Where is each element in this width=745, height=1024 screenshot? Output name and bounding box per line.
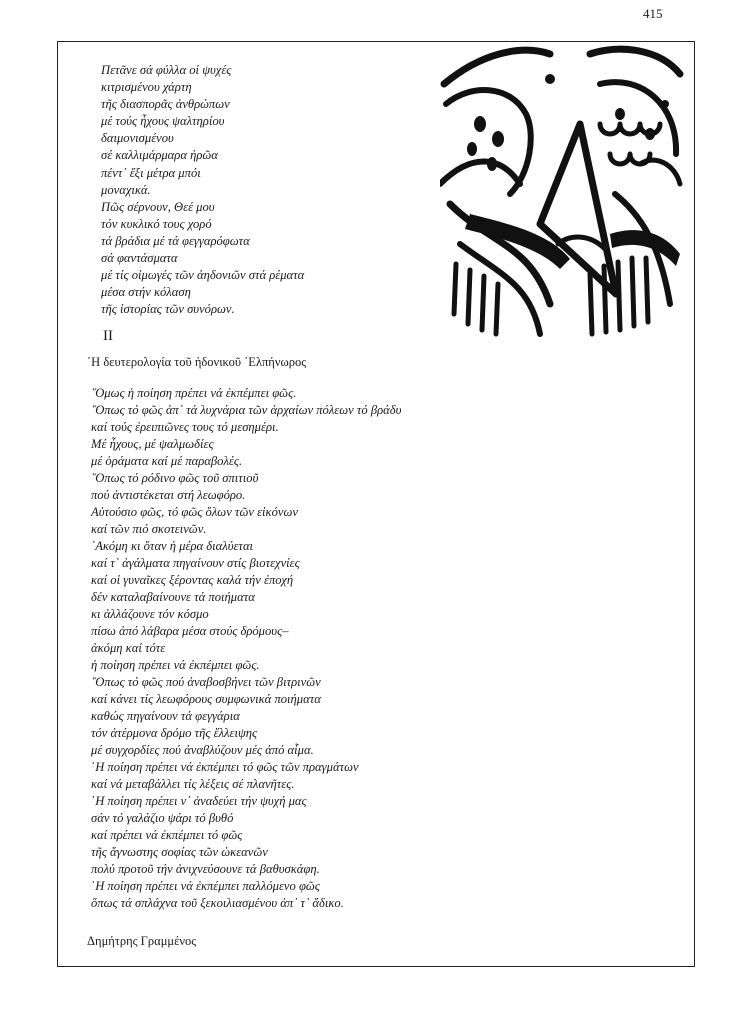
poem-line: μοναχικά. [101, 182, 151, 197]
poem-line: Πετᾶνε σά φύλλα οἱ ψυχές [101, 63, 232, 77]
poem-line: τά βράδια μέ τά φεγγαρόφωτα [101, 233, 250, 248]
poem-line: ῾Η ποίηση πρέπει ν᾽ ἀναδεύει τήν ψυχή μας [91, 794, 307, 808]
poem-part-2 [91, 385, 401, 912]
poem-line: ᾿Ακόμη κι ὅταν ἡ μέρα διαλύεται [91, 539, 254, 553]
poem-line: καί πρέπει νά ἐκπέμπει τό φῶς [91, 828, 243, 842]
poem-line: κιτρισμένου χάρτη [101, 80, 192, 95]
poem-line: Πῶς σέρνουν, Θεέ μου [101, 199, 215, 214]
poem-line: καί οἱ γυναῖκες ξέροντας καλά τήν ἐποχή [91, 573, 294, 587]
poem-line: ῞Οπως τό ρόδινο φῶς τοῦ σπιτιοῦ [91, 471, 259, 485]
poem-line: Μέ ἦχους, μέ ψαλμωδίες [91, 437, 214, 451]
poem-line: μέ τίς οἰμωγές τῶν ἀηδονιῶν στά ρέματα [101, 268, 305, 283]
folk-art-figures-icon [440, 44, 686, 338]
poem-line: δαιμονισμένου [101, 131, 174, 146]
poem-line: σέ καλλιμάρμαρα ἠρῶα [101, 148, 218, 163]
poem-line: ῞Ομως ἡ ποίηση πρέπει νά ἐκπέμπει φῶς. [91, 386, 297, 400]
poem-line: καί τ᾽ ἀγάλματα πηγαίνουν στίς βιοτεχνίες [91, 556, 300, 570]
poem-part-2-title: ῾Η δευτερολογία τοῦ ἡδονικοῦ ᾿Ελπήνωρος [87, 355, 307, 369]
poem-line: πέντ᾽ ἔξι μέτρα μπόι [101, 165, 201, 180]
poem-line: καί τῶν πιό σκοτεινῶν. [91, 522, 207, 536]
poem-line: ῞Οπως τό φῶς ἀπ᾽ τά λυχνάρια τῶν ἀρχαίων πόλεων τό βράδυ [91, 403, 402, 417]
poem-line: κι ἀλλάζουνε τόν κόσμο [91, 607, 209, 621]
section-numeral: II [103, 328, 113, 344]
poem-part-1 [101, 62, 304, 318]
page-number: 415 [643, 6, 663, 21]
poem-line: πίσω ἀπό λάβαρα μέσα στούς δρόμους– [91, 624, 289, 638]
poem-line: ῾Η ποίηση πρέπει νά ἐκπέμπει τό φῶς τῶν πραγμάτων [91, 760, 359, 774]
poem-line: καί κάνει τίς λεωφόρους συμφωνικά ποιήματα [91, 692, 321, 706]
poem-line: καθώς πηγαίνουν τά φεγγάρια [91, 709, 240, 723]
poem-line: τόν κυκλικό τους χορό [101, 216, 212, 231]
poem-line: μέσα στήν κόλαση [101, 285, 191, 300]
poem-line: Αὐτούσιο φῶς, τό φῶς ὅλων τῶν εἰκόνων [91, 505, 298, 519]
poem-line: μέ συγχορδίες πού ἀναβλύζουν μές ἀπό αἷμα. [91, 743, 314, 757]
poem-line: ὅπως τά σπλάχνα τοῦ ξεκοιλιασμένου ἀπ᾽ τ᾽ ἄδικο. [91, 896, 344, 910]
poem-line: δέν καταλαβαίνουνε τά ποιήματα [91, 590, 255, 604]
poem-line: ῞Οπως τό φῶς πού ἀναβοσβήνει τῶν βιτρινῶν [91, 675, 321, 689]
poem-line: τῆς ἱστορίας τῶν συνόρων. [101, 302, 235, 317]
poem-line: ἡ ποίηση πρέπει νά ἐκπέμπει φῶς. [91, 658, 260, 672]
poem-line: τῆς ἄγνωστης σοφίας τῶν ὠκεανῶν [91, 845, 268, 859]
poem-line: καί τούς ἐρειπιῶνες τους τό μεσημέρι. [91, 420, 279, 434]
poem-line: ἀκόμη καί τότε [91, 641, 166, 655]
poem-line: μέ ὁράματα καί μέ παραβολές. [91, 454, 243, 468]
poem-line: μέ τούς ἦχους ψαλτηρίου [101, 114, 225, 129]
poem-line: πολύ προτοῦ τήν ἀνιχνεύσουνε τά βαθυσκάφη. [91, 862, 320, 876]
poem-line: πού ἀντιστέκεται στή λεωφόρο. [91, 488, 246, 502]
poem-line: ῾Η ποίηση πρέπει νά ἐκπέμπει παλλόμενο φῶς [91, 879, 320, 893]
poem-line: τῆς διασπορᾶς ἀνθρώπων [101, 97, 230, 112]
poem-line: τόν ἀτέρμονα δρόμο τῆς ἔλλειψης [91, 726, 258, 740]
author-signature: Δημήτρης Γραμμένος [87, 934, 197, 948]
poem-line: σά φαντάσματα [101, 251, 178, 266]
poem-line: καί νά μεταβάλλει τίς λέξεις σέ πλανῆτες. [91, 777, 295, 791]
poem-line: σάν τό γαλάζιο ψάρι τό βυθό [91, 811, 234, 825]
